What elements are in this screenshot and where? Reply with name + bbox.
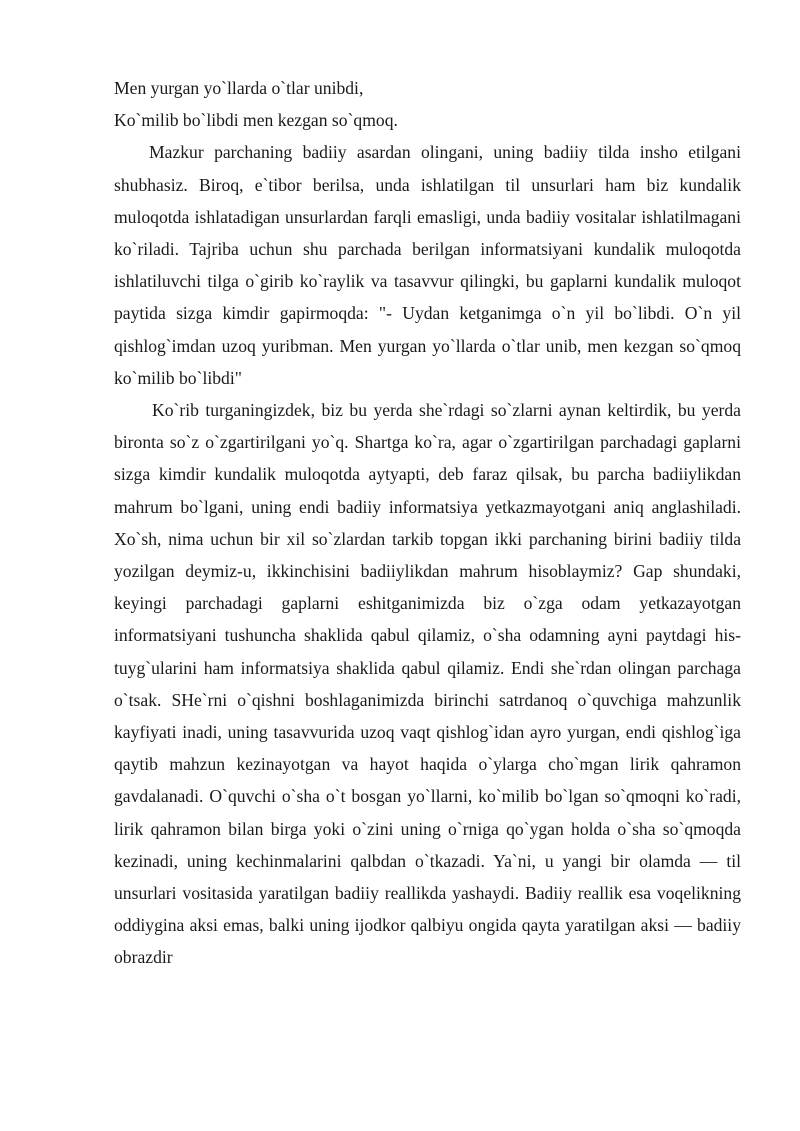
verse-line-2: Ko`milib bo`libdi men kezgan so`qmoq. xyxy=(114,110,398,131)
paragraph-2: Ko`rib turganingizdek, biz bu yerda she`rdagi so`zlarni aynan keltirdik, bu yerda bironta so`z o`zgartirilgani yo`q. Shartga ko`ra, agar o`zgartirilgan parchadagi gaplarni sizga kimdir kundalik muloqotda aytyapti, deb faraz qilsak, bu parcha badiiylikdan mahrum bo`lgani, uning endi badiiy informatsiya yetkazmayotgani aniq anglashiladi. Xo`sh, nima uchun bir xil so`zlardan tarkib topgan ikki parchaning birini badiiy tilda yozilgan deymiz-u, ikkinchisini badiiylikdan mahrum hisoblaymiz? Gap shundaki, keyingi parchadagi gaplarni eshitganimizda biz o`zga odam yetkazayotgan informatsiyani tushuncha shaklida qabul qilamiz, o`sha odamning ayni paytdagi his-tuyg`ularini ham informatsiya shaklida qabul qilamiz. Endi she`rdan olingan parchaga o`tsak. SHe`rni o`qishni boshlaganimizda birinchi satrdanoq o`quvchiga mahzunlik kayfiyati inadi, uning tasavvurida uzoq vaqt qishlog`idan ayro yurgan, endi qishlog`iga qaytib mahzun kezinayotgan va hayot haqida o`ylarga cho`mgan lirik qahramon gavdalanadi. O`quvchi o`sha o`t bosgan yo`llarni, ko`milib bo`lgan so`qmoqni ko`radi, lirik qahramon bilan birga yoki o`zini uning o`rniga qo`ygan holda o`sha so`qmoqda kezinadi, uning kechinmalarini qalbdan o`tkazadi. Ya`ni, u yangi bir olamda — til unsurlari vositasida yaratilgan badiiy reallikda yashaydi. Badiiy reallik esa voqelikning oddiygina aksi emas, balki uning ijodkor qalbiyu ongida qayta yaratilgan aksi — badiiy obrazdir xyxy=(114,400,741,968)
paragraph-1: Mazkur parchaning badiiy asardan olingani, uning badiiy tilda insho etilgani shubhasiz. Biroq, e`tibor berilsa, unda ishlatilgan til unsurlari ham biz kundalik muloqotda ishlatadigan unsurlardan farqli emasligi, unda badiiy vositalar ishlatilmagani ko`riladi. Tajriba uchun shu parchada berilgan informatsiyani kundalik muloqotda ishlatiluvchi tilga o`girib ko`raylik va tasavvur qilingki, bu gaplarni kundalik muloqot paytida sizga kimdir gapirmoqda: "- Uydan ketganimga o`n yil bo`libdi. O`n yil qishlog`imdan uzoq yuribman. Men yurgan yo`llarda o`tlar unib, men kezgan so`qmoq ko`milib bo`libdi" xyxy=(114,142,741,388)
verse-line-1: Men yurgan yo`llarda o`tlar unibdi, xyxy=(114,78,364,98)
document-page xyxy=(114,72,741,974)
